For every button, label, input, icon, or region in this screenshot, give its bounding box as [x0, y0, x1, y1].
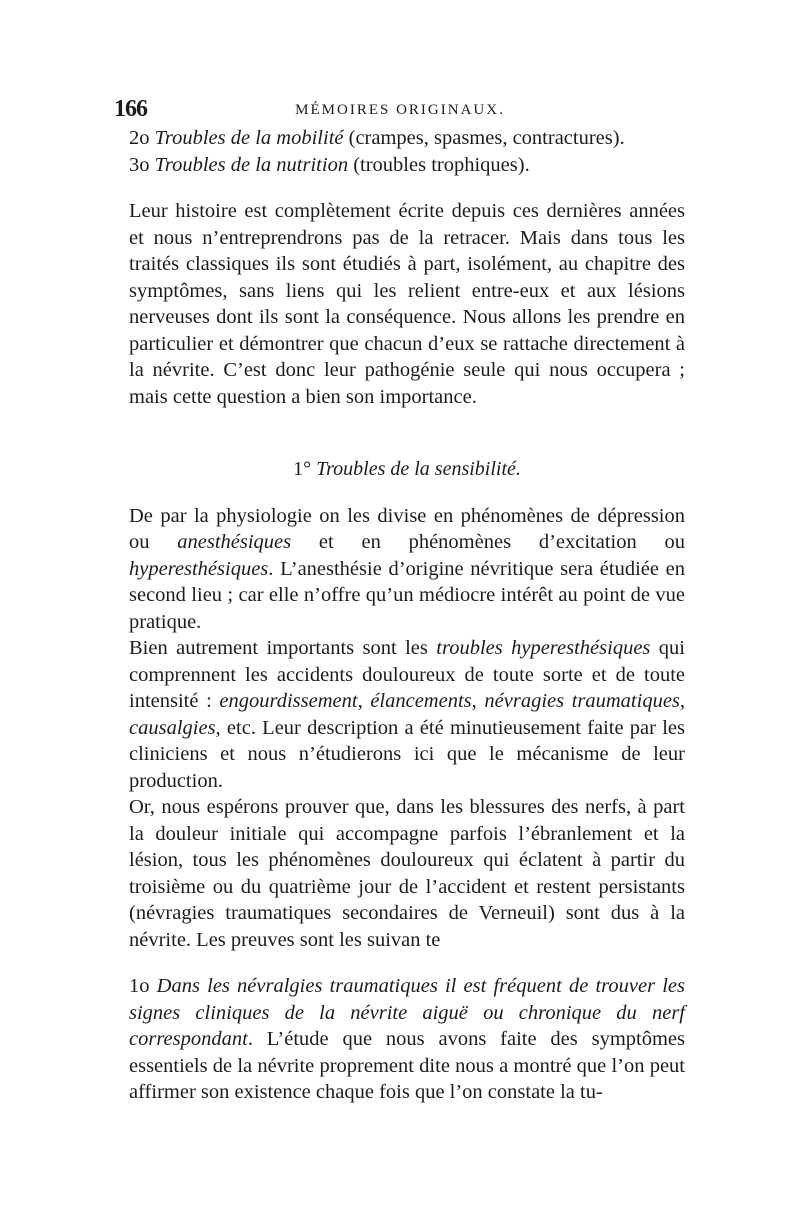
page-header — [114, 96, 686, 126]
text-run: , — [471, 690, 485, 712]
list-italic-term: Troubles de la mobilité — [154, 127, 344, 149]
text-run: . L’anesthésie d’origine névritique sera étudiée en second lieu ; car elle n’offre qu’un médiocre intérêt au point de vue pratique. — [129, 557, 685, 633]
text-run: qui comprennent les accidents douloureux de toute sorte et de toute intensité : — [129, 637, 685, 712]
list-text: (crampes, spasmes, contractures). — [343, 127, 625, 149]
text-run: , — [679, 690, 686, 712]
body-text — [129, 125, 685, 1106]
text-run: et en phénomènes d’excitation ou — [291, 531, 685, 553]
paragraph-hyperesthesia — [129, 635, 685, 794]
list-number: 2o — [129, 127, 150, 149]
italic-term: élancements — [370, 690, 472, 712]
italic-term: causalgies — [129, 716, 216, 739]
italic-term: troubles hyperesthésiques — [436, 637, 651, 659]
text-run: , etc. Leur description a été minutieusement faite par les cliniciens et nous n’étudierons ici que le mécanisme de leur production. — [129, 716, 685, 792]
italic-term: hyperesthésiques — [129, 557, 269, 580]
section-heading — [129, 456, 685, 483]
paragraph-history: Leur histoire est complètement écrite depuis ces dernières années et nous n’entreprendrons pas de la retracer. Mais dans tous les traités classiques ils sont étudiés à part, isolément, au chapitre des symptômes, sans liens qui les relient entre-eux et aux lésions nerveuses dont ils sont la conséquence. Nous allons les prendre en particulier et démontrer que chacun d’eux se rattache directement à la névrite. C’est donc leur pathogénie seule qui nous occupera ; mais cette question a bien son importance. — [129, 200, 685, 408]
italic-term: anesthésiques — [177, 531, 292, 553]
paragraph-neuralgia — [129, 973, 685, 1106]
text-run: Bien autrement importants sont les — [129, 637, 437, 659]
italic-term: névragies traumatiques — [484, 690, 680, 712]
paragraph-proof: Or, nous espérons prouver que, dans les blessures des nerfs, à part la douleur initiale qui accompagne parfois l’ébranlement et la lésion, tous les phénomènes douloureux qui éclatent à partir du troisième ou du quatrième jour de l’accident et restent persistants (névragies traumatiques secondaires de Verneuil) sont dus à la névrite. Les preuves sont les suivan te — [129, 796, 685, 951]
text-run: . L’étude que nous avons faite des symptômes essentiels de la névrite proprement dite nous a montré que l’on peut affirmer son existence chaque fois que l’on constate la tu- — [129, 1028, 685, 1103]
italic-term: Dans les névralgies traumatiques il est fréquent de trouver les signes cliniques de la névrite aiguë ou chronique du nerf correspondant — [129, 975, 685, 1050]
list-item-nutrition — [129, 152, 685, 179]
text-run: , — [357, 690, 371, 712]
paragraph-physiology — [129, 503, 685, 636]
list-italic-term: Troubles de la nutrition — [154, 153, 349, 176]
section-title: Troubles de la sensibilité. — [316, 458, 521, 480]
list-number: 1o — [129, 975, 150, 997]
list-number: 3o — [129, 153, 150, 176]
section-number: 1° — [293, 458, 312, 480]
list-text: (troubles trophiques). — [348, 153, 530, 176]
running-head: MÉMOIRES ORIGINAUX. — [295, 102, 505, 118]
italic-term: engourdissement — [219, 690, 358, 712]
text-run: De par la physiologie on les divise en phénomènes de dépression ou — [129, 504, 685, 553]
page-number: 166 — [114, 96, 147, 122]
list-item-mobility — [129, 125, 685, 152]
